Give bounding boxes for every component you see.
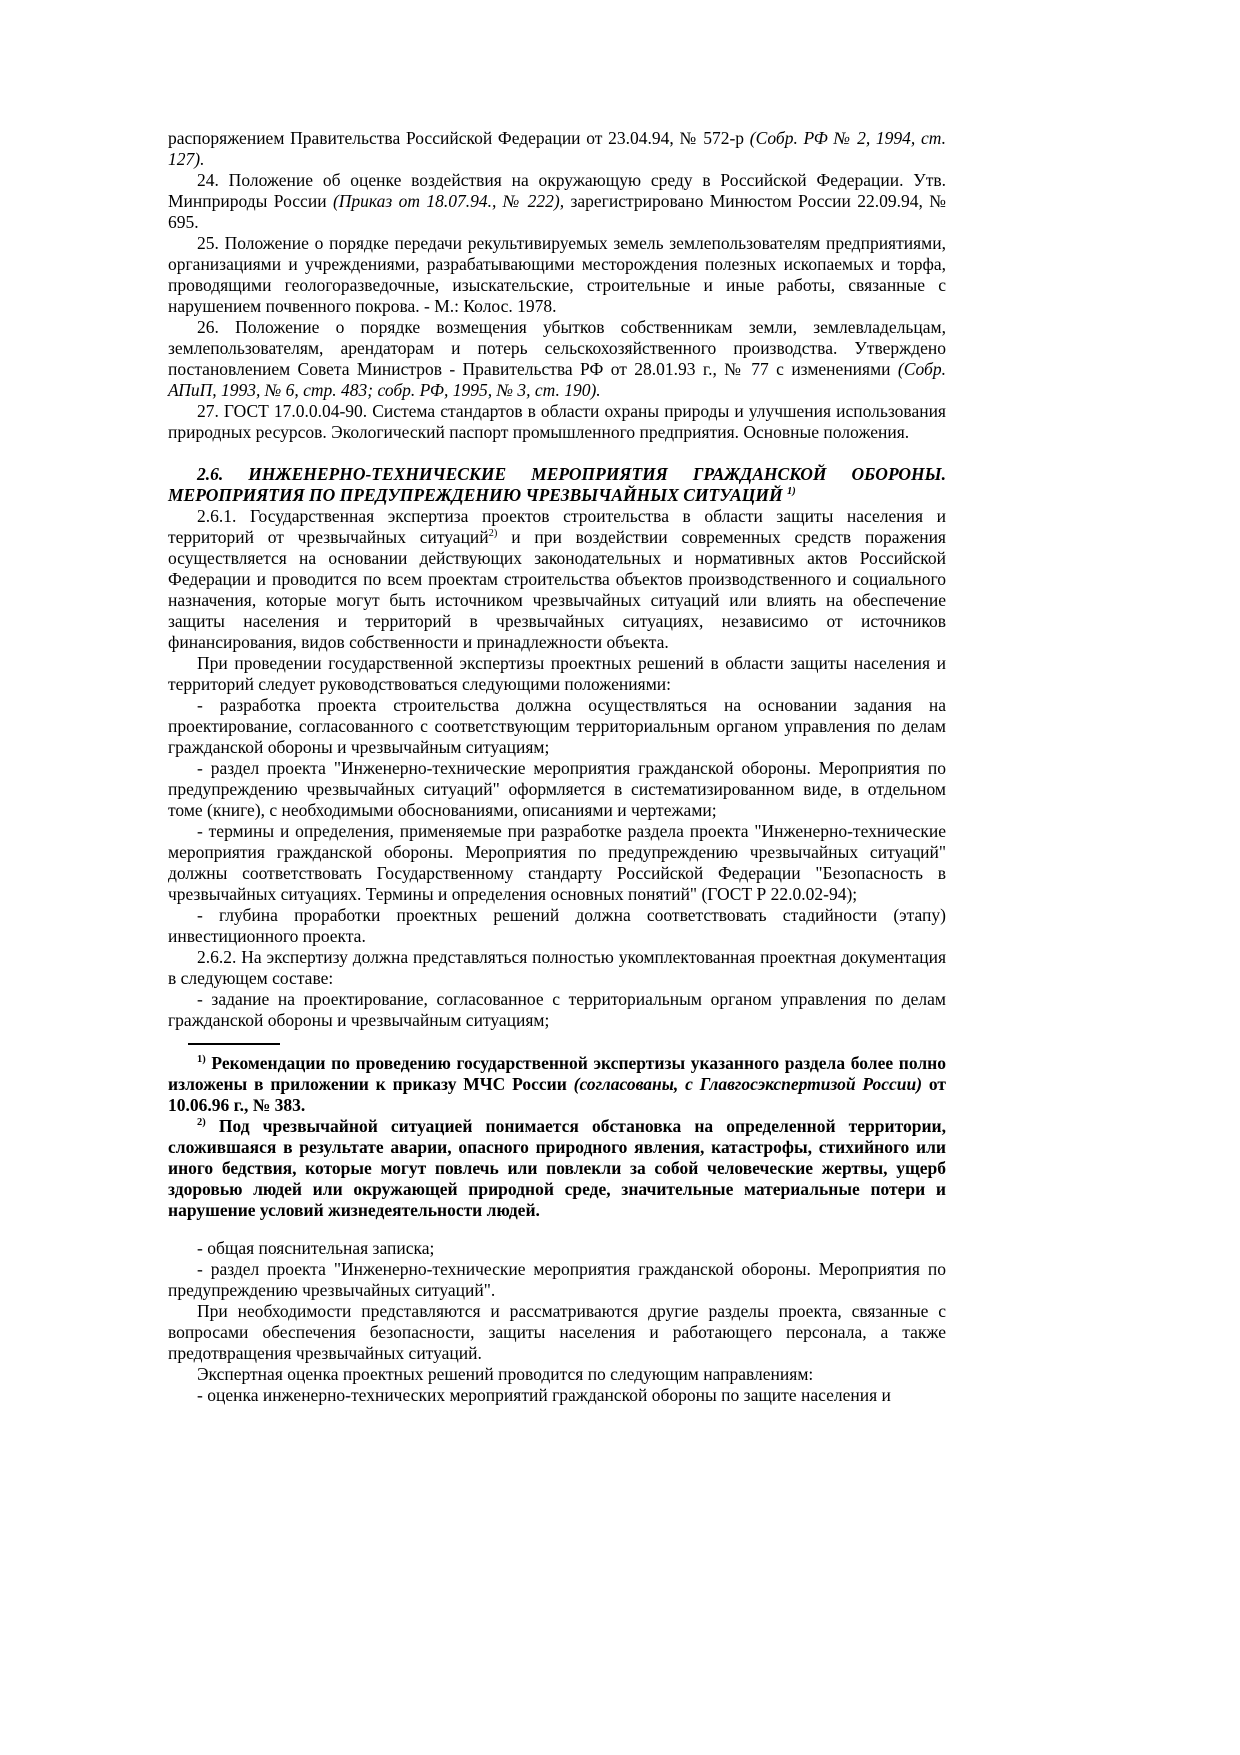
footnote-2 [168,1116,946,1221]
para-expert-evaluation-directions [168,1364,946,1385]
text-run: зарегистрировано Минюстом России 22.09.94, № 695. [168,191,946,232]
text-run: Под чрезвычайной ситуацией понимается обстановка на определенной территории, сложившаяся в результате аварии, опасного природного явления, катастрофы, стихийного или иного бедствия, которые могут повлечь или повлекли за собой человеческие жертвы, ущерб здоровью людей или окружающей природной среде, значительные материальные потери и нарушение условий жизнедеятельности людей. [168,1116,946,1220]
text-run: (согласованы, с Главгосэкспертизой России) [573,1074,923,1094]
para-item-evaluation-itm-go [168,1385,946,1406]
para-item-24 [168,170,946,233]
para-item-design-basis [168,695,946,758]
section-heading-2-6 [168,464,946,506]
footnote-1 [168,1053,946,1116]
text-run: - раздел проекта "Инженерно-технические мероприятия гражданской обороны. Мероприятия по предупреждению чрезвычайных ситуаций" оформляется в систематизированном виде, в отдельном томе (книге), с необходимыми обоснованиями, описаниями и чертежами; [168,758,946,820]
text-run: от 10.06.96 г., № 383. [168,1074,946,1115]
text-run: При проведении государственной экспертизы проектных решений в области защиты населения и территорий следует руководствоваться следующими положениями: [168,653,946,694]
text-run: 2.6.1. Государственная экспертиза проектов строительства в области защиты населения и территорий от чрезвычайных ситуаций [168,506,946,547]
para-continuation-item-23 [168,128,946,170]
text-run: (Собр. РФ № 2, 1994, ст. 127). [168,128,947,169]
para-item-27 [168,401,946,443]
footnote-marker: 2) [197,1117,206,1129]
text-run: 27. ГОСТ 17.0.0.04-90. Система стандартов в области охраны природы и улучшения использования природных ресурсов. Экологический паспорт промышленного предприятия. Основные положения. [168,401,946,442]
para-2-6-2 [168,947,946,989]
para-item-26 [168,317,946,401]
footnote-separator [188,1043,280,1045]
text-run: - оценка инженерно-технических мероприятий гражданской обороны по защите населения и [197,1385,891,1405]
text-run: При необходимости представляются и рассматриваются другие разделы проекта, связанные с вопросами обеспечения безопасности, защиты населения и работающего персонала, а также предотвращения чрезвычайных ситуаций. [168,1301,946,1363]
para-item-project-section [168,758,946,821]
para-item-25 [168,233,946,317]
text-run: распоряжением Правительства Российской Федерации от 23.04.94, № 572-р [168,128,750,148]
footnote-marker: 1) [786,486,796,498]
text-run: - термины и определения, применяемые при разработке раздела проекта "Инженерно-технические мероприятия гражданской обороны. Мероприятия по предупреждению чрезвычайных ситуаций" должны соответствовать Государственному стандарту Российской Федерации "Безопасность в чрезвычайных ситуациях. Термины и определения основных понятий" (ГОСТ Р 22.0.02-94); [168,821,946,904]
text-run: - раздел проекта "Инженерно-технические мероприятия гражданской обороны. Мероприятия по предупреждению чрезвычайных ситуаций". [168,1259,946,1300]
text-run: - разработка проекта строительства должна осуществляться на основании задания на проектирование, согласованного с соответствующим территориальным органом управления по делам гражданской обороны и чрезвычайным ситуациям; [168,695,946,757]
text-run: - общая пояснительная записка; [197,1238,435,1258]
para-item-explanatory-note [168,1238,946,1259]
para-2-6-1 [168,506,946,653]
para-item-depth-of-elaboration [168,905,946,947]
text-run: 2.6. ИНЖЕНЕРНО-ТЕХНИЧЕСКИЕ МЕРОПРИЯТИЯ ГРАЖДАНСКОЙ ОБОРОНЫ. МЕРОПРИЯТИЯ ПО ПРЕДУПРЕЖДЕНИЮ ЧРЕЗВЫЧАЙНЫХ СИТУАЦИЙ [168,464,946,505]
text-run: 24. Положение об оценке воздействия на окружающую среду в Российской Федерации. Утв. Минприроды России [168,170,946,211]
para-item-design-assignment [168,989,946,1031]
footnote-marker: 2) [488,528,498,540]
text-run: 26. Положение о порядке возмещения убытков собственникам земли, землевладельцам, землепользователям, арендаторам и потерь сельскохозяйственного производства. Утверждено постановлением Совета Министров - Правительства РФ от 28.01.93 г., № 77 с изменениями [168,317,946,379]
para-expertise-provisions-intro [168,653,946,695]
para-item-project-section-itm [168,1259,946,1301]
footnote-marker: 1) [197,1054,206,1066]
para-item-terms-definitions [168,821,946,905]
text-run: (Приказ от 18.07.94., № 222), [332,191,565,211]
text-run: Рекомендации по проведению государственной экспертизы указанного раздела более полно изложены в приложении к приказу МЧС России [168,1053,946,1094]
text-run: - задание на проектирование, согласованное с территориальным органом управления по делам гражданской обороны и чрезвычайным ситуациям; [168,989,946,1030]
text-run: и при воздействии современных средств поражения осуществляется на основании действующих законодательных и нормативных актов Российской Федерации и проводится по всем проектам строительства объектов производственного и социального назначения, которые могут быть источником чрезвычайных ситуаций или влиять на обеспечение защиты населения и территорий в чрезвычайных ситуациях, независимо от источников финансирования, видов собственности и принадлежности объекта. [168,527,946,652]
document-content [168,128,946,1406]
text-run: (Собр. АПиП, 1993, № 6, стр. 483; собр. РФ, 1995, № 3, ст. 190). [168,359,946,400]
text-run: Экспертная оценка проектных решений проводится по следующим направлениям: [197,1364,814,1384]
text-run: - глубина проработки проектных решений должна соответствовать стадийности (этапу) инвестиционного проекта. [168,905,946,946]
text-run: 25. Положение о порядке передачи рекультивируемых земель землепользователям предприятиями, организациями и учреждениями, разрабатывающими месторождения полезных ископаемых и торфа, проводящими геологоразведочные, изыскательские, строительные и иные работы, связанные с нарушением почвенного покрова. - М.: Колос. 1978. [168,233,946,316]
para-other-sections [168,1301,946,1364]
text-run: 2.6.2. На экспертизу должна представляться полностью укомплектованная проектная документация в следующем составе: [168,947,946,988]
